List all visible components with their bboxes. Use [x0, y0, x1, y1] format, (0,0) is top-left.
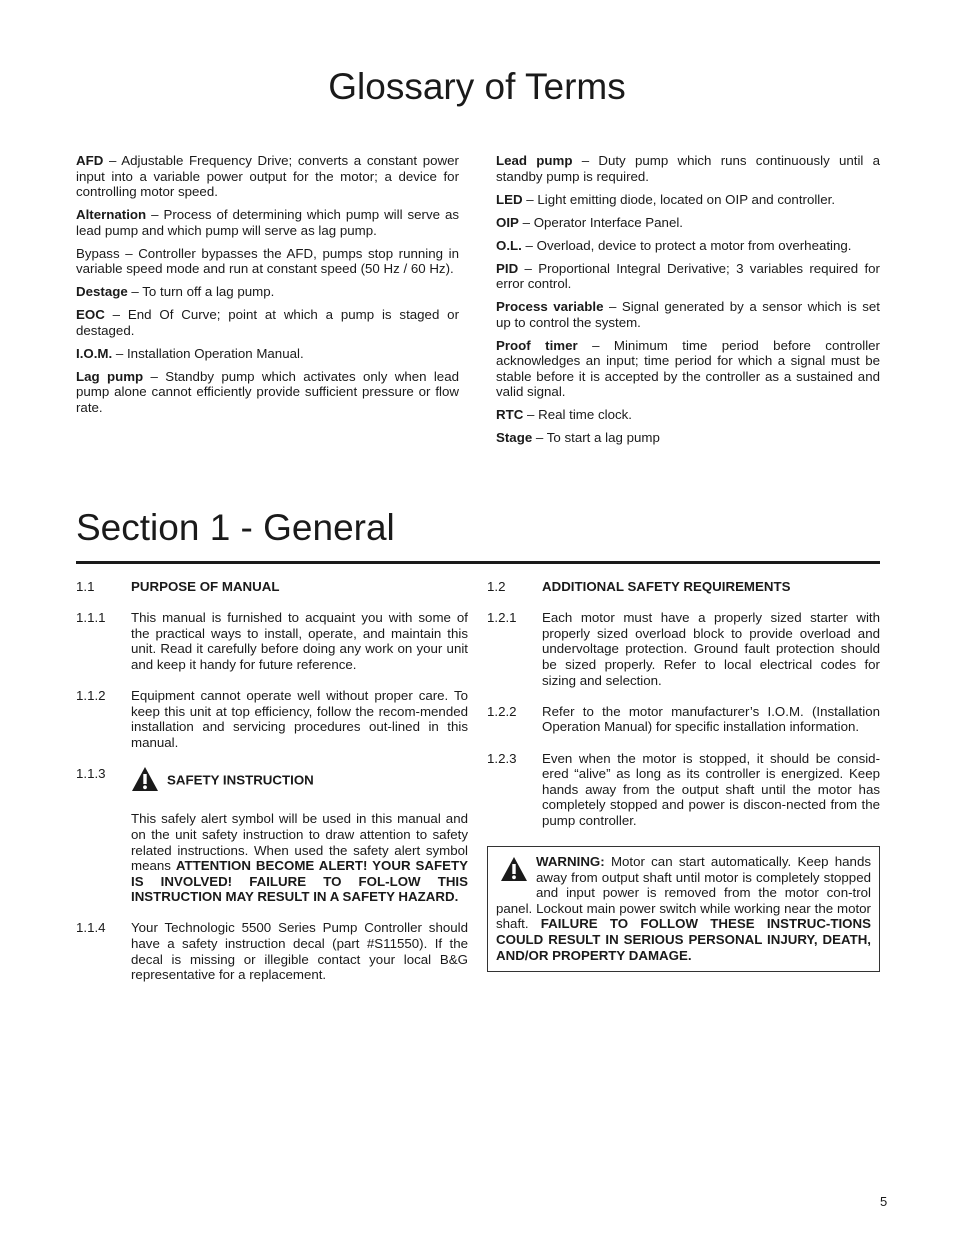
glossary-entry: RTC – Real time clock.	[496, 407, 632, 423]
glossary-entry: Lead pump – Duty pump which runs continuously until a standby pump is required.	[496, 153, 881, 184]
glossary-right-column	[496, 153, 880, 453]
section-left-column	[76, 579, 468, 998]
safety-instruction-heading: SAFETY INSTRUCTION	[167, 772, 314, 788]
paragraph-1-2-2: 1.2.2 Refer to the motor manufacturer’s I.O.M. (Installation Operation Manual) for specific installation information.	[487, 703, 880, 735]
page-number: 5	[880, 1194, 888, 1209]
section-title: Section 1 - General	[76, 507, 395, 548]
glossary-entry: Bypass – Controller bypasses the AFD, pumps stop running in variable speed mode and run at constant speed (50 Hz / 60 Hz).	[76, 245, 459, 277]
paragraph-1-2-1: 1.2.1 Each motor must have a properly sized starter with properly sized overload block to provide overload and undervoltage protection. Ground fault protection should be sized properly. Refer to local electrical codes for sizing and selection.	[487, 610, 880, 688]
glossary-entry: Process variable – Signal generated by a sensor which is set up to control the system.	[496, 299, 880, 330]
section-heading-1-1: 1.1 PURPOSE OF MANUAL	[76, 579, 280, 594]
glossary-title: Glossary of Terms	[328, 66, 626, 107]
warning-triangle-icon	[500, 856, 528, 886]
section-right-column	[487, 579, 880, 844]
glossary-entry: Alternation – Process of determining which pump will serve as lead pump and which pump will serve as lag pump.	[76, 207, 459, 238]
section-heading-1-2: 1.2 ADDITIONAL SAFETY REQUIREMENTS	[487, 579, 791, 594]
warning-emphasis: FAILURE TO FOLLOW THESE INSTRUC-TIONS COULD RESULT IN SERIOUS PERSONAL INJURY, DEATH, AND/OR PROPERTY DAMAGE.	[496, 916, 871, 963]
glossary-entry: Stage – To start a lag pump	[496, 430, 660, 446]
glossary-entry: EOC – End Of Curve; point at which a pump is staged or destaged.	[76, 307, 459, 338]
warning-triangle-icon	[131, 766, 159, 796]
glossary-entry: Destage – To turn off a lag pump.	[76, 284, 275, 300]
warning-box	[487, 846, 880, 972]
paragraph-1-1-1: 1.1.1 This manual is furnished to acquaint you with some of the practical ways to install, operate, and maintain this unit. Read it carefully before doing any work on your unit and keep it handy for future reference.	[76, 610, 468, 672]
glossary-entry: OIP – Operator Interface Panel.	[496, 214, 683, 230]
warning-text: Motor can start automatically. Keep hands away from output shaft until motor is completely stopped and input power is removed from the motor con-trol panel. Lockout main power switch while working near the motor shaft.	[496, 854, 871, 932]
safety-instruction-text: This safely alert symbol will be used in this manual and on the unit safety instruction to draw attention to safety related instructions. When used the safety alert symbol means ATTENTION BECOME ALERT! YOUR SAFETY IS INVOLVED! FAILURE TO FOL-LOW THIS INSTRUCTION MAY RESULT IN A SAFETY HAZARD.	[131, 811, 468, 905]
paragraph-1-1-4: 1.1.4 Your Technologic 5500 Series Pump Controller should have a safety instruction decal (part #S11550). If the decal is missing or illegible contact your local B&G representative for a replacement.	[76, 920, 468, 983]
glossary-left-column	[76, 153, 459, 423]
glossary-entry: PID – Proportional Integral Derivative; 3 variables required for error control.	[496, 260, 880, 292]
section-heading-1-1-3: 1.1.3 SAFETY INSTRUCTION	[76, 766, 468, 796]
glossary-entry: LED – Light emitting diode, located on OIP and controller.	[496, 191, 836, 207]
glossary-entry: I.O.M. – Installation Operation Manual.	[76, 345, 304, 361]
glossary-entry: Lag pump – Standby pump which activates only when lead pump alone cannot efficiently provide sufficient pressure or flow rate.	[76, 368, 459, 416]
paragraph-1-1-2: 1.1.2 Equipment cannot operate well without proper care. To keep this unit at top efficiency, follow the recom-mended installation and servicing procedures out-lined in this manual.	[76, 688, 468, 750]
warning-label: WARNING:	[536, 854, 605, 869]
paragraph-1-2-3: 1.2.3 Even when the motor is stopped, it should be consid-ered “alive” as long as its controller is energized. Keep hands away from the output shaft until the motor has completely stopped and power is discon-nected from the pump controller.	[487, 750, 880, 828]
glossary-entry: Proof timer – Minimum time period before controller acknowledges an input; time period for which a signal must be stable before it is accepted by the controller as a sustained and valid signal.	[496, 337, 880, 400]
glossary-entry: AFD – Adjustable Frequency Drive; converts a constant power input into a variable power output for the motor; a device for controlling motor speed.	[76, 153, 459, 200]
section-divider	[76, 561, 880, 564]
glossary-entry: O.L. – Overload, device to protect a motor from overheating.	[496, 237, 852, 253]
